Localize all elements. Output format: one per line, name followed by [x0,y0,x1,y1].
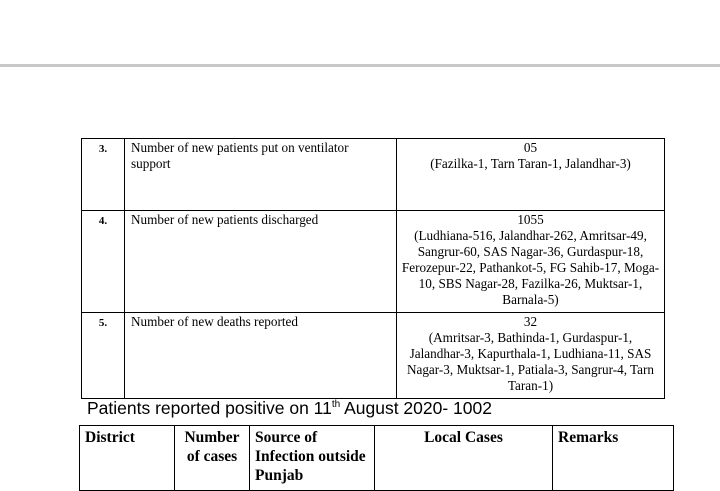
row-value-cell [397,211,665,313]
row-value: 32 [523,314,538,329]
row-number: 3. [82,139,125,211]
row-value: 05 [523,140,538,155]
row-details: (Fazilka-1, Tarn Taran-1, Jalandhar-3) [430,156,631,171]
row-description: Number of new patients discharged [125,211,397,313]
heading-superscript: th [331,399,341,411]
column-header-district: District [80,426,175,491]
section-heading [87,398,492,419]
row-details: (Amritsar-3, Bathinda-1, Gurdaspur-1, Jalandhar-3, Kapurthala-1, Ludhiana-11, SAS Nagar-3, Muktsar-1, Patiala-3, Sangrur-4, Tarn Taran-1) [406,330,655,393]
row-description: Number of new deaths reported [125,313,397,399]
column-header-remarks: Remarks [553,426,674,491]
row-value-cell [397,139,665,211]
table-row [82,139,665,211]
column-header-number-of-cases: Number of cases [175,426,250,491]
column-header-source-of-infection: Source of Infection outside Punjab [250,426,375,491]
column-header-local-cases: Local Cases [375,426,553,491]
row-number: 4. [82,211,125,313]
heading-prefix: Patients reported positive on 11 [87,398,332,418]
heading-suffix: August 2020- 1002 [340,398,492,418]
status-table [81,138,665,399]
row-description: Number of new patients put on ventilator support [125,139,397,211]
row-number: 5. [82,313,125,399]
row-details: (Ludhiana-516, Jalandhar-262, Amritsar-49, Sangrur-60, SAS Nagar-36, Gurdaspur-18, Ferozepur-22, Pathankot-5, FG Sahib-17, Moga-10, SBS Nagar-28, Fazilka-26, Muktsar-1, Barnala-5) [401,228,660,307]
top-divider [0,64,720,67]
positive-cases-table [79,425,674,491]
table-header-row [80,426,674,491]
table-row [82,211,665,313]
table-row [82,313,665,399]
row-value-cell [397,313,665,399]
row-value: 1055 [517,212,544,227]
